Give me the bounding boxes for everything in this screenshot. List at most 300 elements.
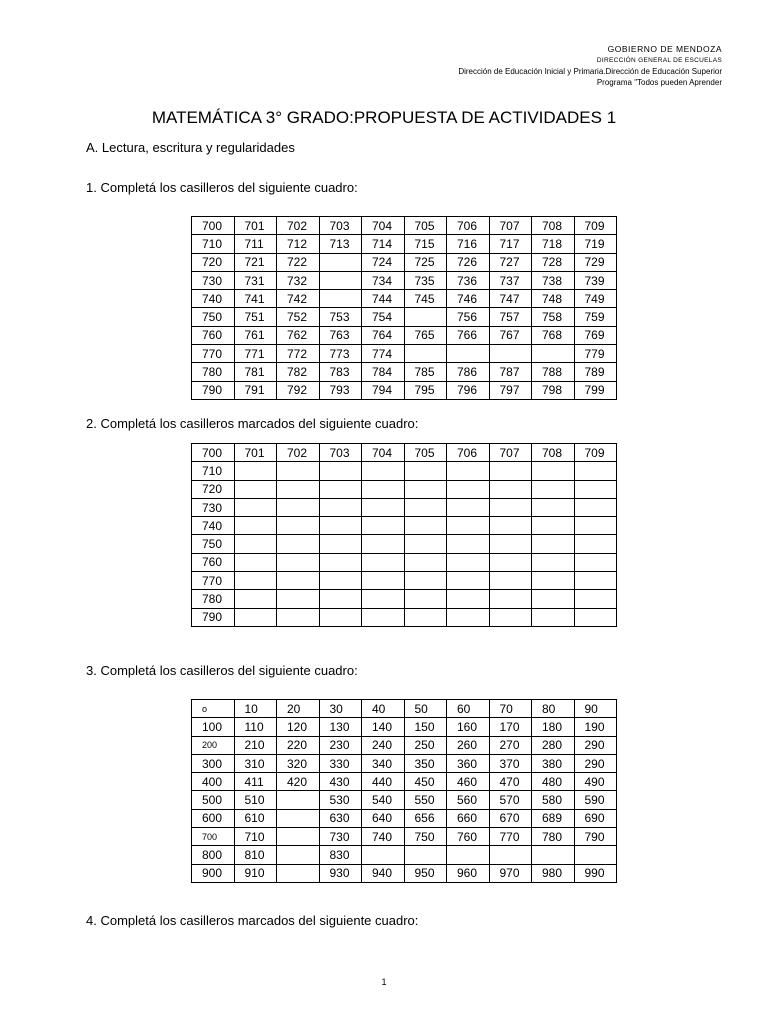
table-cell: 690: [574, 809, 617, 827]
table-cell: 751: [234, 308, 277, 326]
table-cell: 739: [574, 271, 617, 289]
table-cell: [234, 572, 277, 590]
table-cell: 170: [489, 718, 532, 736]
table-cell: 20: [277, 700, 320, 718]
table-cell: [234, 462, 277, 480]
table-cell: 150: [404, 718, 447, 736]
table-cell: 757: [489, 308, 532, 326]
table-cell: 260: [447, 736, 490, 754]
table-cell: 794: [362, 381, 405, 399]
table-cell: 734: [362, 271, 405, 289]
table-cell: [532, 846, 575, 864]
table-cell: [277, 791, 320, 809]
table-cell: 950: [404, 864, 447, 882]
table-cell: 490: [574, 773, 617, 791]
table-cell: [319, 590, 362, 608]
table-cell: 510: [234, 791, 277, 809]
table-cell: [319, 271, 362, 289]
table-cell: 750: [192, 308, 235, 326]
table-cell: 702: [277, 444, 320, 462]
table-cell: 708: [532, 217, 575, 235]
table-cell: 420: [277, 773, 320, 791]
table-cell: [404, 345, 447, 363]
table-row: [192, 290, 617, 308]
table-row: [192, 462, 617, 480]
table-row: [192, 572, 617, 590]
table-cell: [277, 864, 320, 882]
table-cell: [489, 498, 532, 516]
table-cell: 720: [192, 253, 235, 271]
table-cell: [234, 553, 277, 571]
exercise-1-prompt: 1. Completá los casilleros del siguiente cuadro:: [86, 180, 358, 195]
table-cell: 740: [192, 290, 235, 308]
table-cell: 772: [277, 345, 320, 363]
table-cell: 180: [532, 718, 575, 736]
table-cell: 770: [489, 828, 532, 846]
table-cell: 767: [489, 326, 532, 344]
table-cell: [489, 517, 532, 535]
table-cell: [362, 498, 405, 516]
table-row: [192, 444, 617, 462]
table-row: [192, 271, 617, 289]
table-cell: [447, 553, 490, 571]
table-cell: 200: [192, 736, 235, 754]
table-cell: 784: [362, 363, 405, 381]
table-cell: 793: [319, 381, 362, 399]
table-cell: [277, 480, 320, 498]
table-cell: 790: [192, 381, 235, 399]
table-cell: [362, 608, 405, 626]
table-cell: 747: [489, 290, 532, 308]
table-cell: [447, 498, 490, 516]
table-cell: 560: [447, 791, 490, 809]
table-cell: [532, 608, 575, 626]
table-cell: 704: [362, 444, 405, 462]
table-cell: 712: [277, 235, 320, 253]
exercise-2-prompt: 2. Completá los casilleros marcados del siguiente cuadro:: [86, 416, 419, 431]
table-cell: 300: [192, 754, 235, 772]
table-cell: 765: [404, 326, 447, 344]
table-cell: 700: [192, 217, 235, 235]
table-cell: [489, 608, 532, 626]
table-row: [192, 846, 617, 864]
table-cell: [404, 498, 447, 516]
table-cell: 796: [447, 381, 490, 399]
table-row: [192, 235, 617, 253]
table-cell: 713: [319, 235, 362, 253]
table-cell: 722: [277, 253, 320, 271]
table-cell: 744: [362, 290, 405, 308]
table-cell: [404, 308, 447, 326]
table-cell: [404, 480, 447, 498]
table-cell: 320: [277, 754, 320, 772]
table-cell: [532, 572, 575, 590]
table-cell: 783: [319, 363, 362, 381]
table-cell: [532, 553, 575, 571]
table-cell: 707: [489, 444, 532, 462]
table-cell: 769: [574, 326, 617, 344]
table-cell: 786: [447, 363, 490, 381]
table-cell: 742: [277, 290, 320, 308]
table-cell: 792: [277, 381, 320, 399]
table-cell: [447, 572, 490, 590]
table-cell: 10: [234, 700, 277, 718]
table-cell: 550: [404, 791, 447, 809]
table-cell: [234, 590, 277, 608]
table-cell: [277, 846, 320, 864]
page-number: 1: [381, 977, 387, 987]
table-cell: 705: [404, 444, 447, 462]
table-cell: 700: [192, 828, 235, 846]
table-cell: [319, 462, 362, 480]
table-row: [192, 253, 617, 271]
table-cell: 660: [447, 809, 490, 827]
table-cell: 758: [532, 308, 575, 326]
table-cell: [319, 608, 362, 626]
table-cell: [532, 345, 575, 363]
table-cell: 703: [319, 217, 362, 235]
table-cell: 730: [319, 828, 362, 846]
table-cell: 790: [192, 608, 235, 626]
table-row: [192, 590, 617, 608]
table-cell: 740: [192, 517, 235, 535]
table-cell: 741: [234, 290, 277, 308]
table-cell: 460: [447, 773, 490, 791]
table-cell: [532, 590, 575, 608]
table-cell: 707: [489, 217, 532, 235]
table-cell: 737: [489, 271, 532, 289]
table-cell: 640: [362, 809, 405, 827]
table-cell: 725: [404, 253, 447, 271]
table-cell: 740: [362, 828, 405, 846]
table-cell: 766: [447, 326, 490, 344]
table-cell: 738: [532, 271, 575, 289]
table-cell: 140: [362, 718, 405, 736]
table-cell: [404, 846, 447, 864]
table-cell: 230: [319, 736, 362, 754]
table-row: [192, 553, 617, 571]
table-cell: [404, 462, 447, 480]
table-cell: 760: [447, 828, 490, 846]
exercise-2-table: [191, 443, 617, 627]
table-cell: [574, 535, 617, 553]
table-cell: 100: [192, 718, 235, 736]
table-cell: [404, 590, 447, 608]
table-cell: 728: [532, 253, 575, 271]
table-row: [192, 864, 617, 882]
table-row: [192, 381, 617, 399]
table-cell: 980: [532, 864, 575, 882]
table-cell: 530: [319, 791, 362, 809]
table-cell: [532, 535, 575, 553]
table-cell: [319, 498, 362, 516]
table-row: [192, 498, 617, 516]
table-cell: 30: [319, 700, 362, 718]
table-row: [192, 345, 617, 363]
table-cell: [489, 462, 532, 480]
table-cell: 700: [192, 444, 235, 462]
table-cell: 749: [574, 290, 617, 308]
table-cell: [277, 828, 320, 846]
table-row: [192, 517, 617, 535]
table-cell: [234, 535, 277, 553]
table-cell: 714: [362, 235, 405, 253]
table-cell: [532, 517, 575, 535]
table-row: [192, 535, 617, 553]
table-cell: 746: [447, 290, 490, 308]
table-cell: 771: [234, 345, 277, 363]
table-cell: [574, 846, 617, 864]
table-cell: [404, 535, 447, 553]
table-cell: [447, 345, 490, 363]
table-cell: 90: [574, 700, 617, 718]
table-cell: 310: [234, 754, 277, 772]
letterhead-program: Programa "Todos pueden Aprender: [596, 78, 722, 87]
table-cell: 990: [574, 864, 617, 882]
table-cell: 290: [574, 736, 617, 754]
table-cell: 480: [532, 773, 575, 791]
table-cell: [362, 480, 405, 498]
table-cell: 220: [277, 736, 320, 754]
table-cell: 240: [362, 736, 405, 754]
table-cell: 754: [362, 308, 405, 326]
table-cell: 787: [489, 363, 532, 381]
table-cell: 60: [447, 700, 490, 718]
table-cell: [362, 535, 405, 553]
table-row: [192, 791, 617, 809]
table-cell: 797: [489, 381, 532, 399]
table-cell: 330: [319, 754, 362, 772]
table-cell: 270: [489, 736, 532, 754]
table-cell: 791: [234, 381, 277, 399]
table-cell: 370: [489, 754, 532, 772]
table-cell: 70: [489, 700, 532, 718]
table-cell: 830: [319, 846, 362, 864]
table-cell: 900: [192, 864, 235, 882]
table-cell: [574, 462, 617, 480]
table-cell: 701: [234, 444, 277, 462]
table-cell: 710: [192, 462, 235, 480]
table-cell: [574, 498, 617, 516]
table-cell: 630: [319, 809, 362, 827]
table-cell: [362, 846, 405, 864]
table-cell: [319, 480, 362, 498]
table-cell: [447, 590, 490, 608]
table-cell: [319, 290, 362, 308]
table-cell: 40: [362, 700, 405, 718]
table-cell: 470: [489, 773, 532, 791]
table-cell: 718: [532, 235, 575, 253]
table-cell: 689: [532, 809, 575, 827]
table-cell: 710: [234, 828, 277, 846]
table-cell: 726: [447, 253, 490, 271]
table-cell: 960: [447, 864, 490, 882]
table-cell: 800: [192, 846, 235, 864]
table-cell: 732: [277, 271, 320, 289]
table-cell: 717: [489, 235, 532, 253]
table-cell: 706: [447, 217, 490, 235]
table-cell: 656: [404, 809, 447, 827]
table-row: [192, 608, 617, 626]
table-cell: 779: [574, 345, 617, 363]
table-cell: [277, 535, 320, 553]
table-cell: 570: [489, 791, 532, 809]
table-cell: 210: [234, 736, 277, 754]
table-cell: [574, 553, 617, 571]
section-a-heading: A. Lectura, escritura y regularidades: [86, 140, 295, 155]
table-cell: 753: [319, 308, 362, 326]
table-cell: [532, 462, 575, 480]
table-cell: 704: [362, 217, 405, 235]
table-cell: 440: [362, 773, 405, 791]
table-cell: 745: [404, 290, 447, 308]
table-cell: 709: [574, 217, 617, 235]
table-cell: 360: [447, 754, 490, 772]
table-cell: 50: [404, 700, 447, 718]
table-cell: [319, 553, 362, 571]
table-row: [192, 809, 617, 827]
table-cell: [319, 517, 362, 535]
table-cell: 580: [532, 791, 575, 809]
table-cell: [234, 517, 277, 535]
table-cell: 430: [319, 773, 362, 791]
table-cell: [489, 535, 532, 553]
table-cell: 729: [574, 253, 617, 271]
table-cell: [234, 608, 277, 626]
table-cell: 340: [362, 754, 405, 772]
table-cell: 780: [192, 363, 235, 381]
table-cell: 788: [532, 363, 575, 381]
table-cell: [277, 498, 320, 516]
table-cell: 280: [532, 736, 575, 754]
table-cell: 910: [234, 864, 277, 882]
table-cell: 380: [532, 754, 575, 772]
table-cell: [532, 498, 575, 516]
table-cell: 610: [234, 809, 277, 827]
table-row: [192, 480, 617, 498]
table-cell: [574, 590, 617, 608]
table-row: [192, 308, 617, 326]
table-cell: [404, 517, 447, 535]
table-cell: 706: [447, 444, 490, 462]
table-cell: 782: [277, 363, 320, 381]
table-cell: [319, 253, 362, 271]
letterhead-government: GOBIERNO DE MENDOZA: [607, 44, 722, 54]
table-cell: [404, 553, 447, 571]
table-cell: 760: [192, 553, 235, 571]
table-cell: 762: [277, 326, 320, 344]
table-cell: [277, 608, 320, 626]
table-cell: [574, 480, 617, 498]
table-row: [192, 773, 617, 791]
table-cell: 759: [574, 308, 617, 326]
table-cell: 716: [447, 235, 490, 253]
table-cell: o: [192, 700, 235, 718]
table-cell: 720: [192, 480, 235, 498]
table-cell: 760: [192, 326, 235, 344]
table-cell: 590: [574, 791, 617, 809]
table-cell: [362, 572, 405, 590]
table-cell: [447, 608, 490, 626]
letterhead: [458, 44, 722, 88]
table-cell: 710: [192, 235, 235, 253]
table-cell: 940: [362, 864, 405, 882]
table-cell: 756: [447, 308, 490, 326]
table-cell: [277, 462, 320, 480]
table-cell: 770: [192, 572, 235, 590]
table-cell: 110: [234, 718, 277, 736]
table-cell: [277, 809, 320, 827]
table-cell: [319, 572, 362, 590]
table-cell: 705: [404, 217, 447, 235]
table-cell: 770: [192, 345, 235, 363]
table-cell: 970: [489, 864, 532, 882]
table-cell: [277, 517, 320, 535]
table-cell: 735: [404, 271, 447, 289]
table-cell: 781: [234, 363, 277, 381]
table-cell: 780: [192, 590, 235, 608]
table-cell: 799: [574, 381, 617, 399]
table-cell: [277, 553, 320, 571]
table-cell: 708: [532, 444, 575, 462]
table-cell: [277, 590, 320, 608]
table-row: [192, 326, 617, 344]
table-cell: 789: [574, 363, 617, 381]
table-cell: [489, 590, 532, 608]
table-cell: [362, 462, 405, 480]
table-cell: [447, 517, 490, 535]
table-cell: 727: [489, 253, 532, 271]
table-cell: 120: [277, 718, 320, 736]
table-cell: 768: [532, 326, 575, 344]
table-cell: 761: [234, 326, 277, 344]
table-cell: 790: [574, 828, 617, 846]
table-cell: 763: [319, 326, 362, 344]
letterhead-departments: Dirección de Educación Inicial y Primaria.Dirección de Educación Superior: [458, 67, 722, 76]
table-cell: [362, 590, 405, 608]
table-cell: [489, 480, 532, 498]
table-cell: [404, 608, 447, 626]
table-row: [192, 217, 617, 235]
table-cell: 702: [277, 217, 320, 235]
exercise-3-table: [191, 699, 617, 883]
table-cell: [447, 535, 490, 553]
table-cell: 715: [404, 235, 447, 253]
table-cell: 748: [532, 290, 575, 308]
table-cell: 780: [532, 828, 575, 846]
table-cell: [362, 517, 405, 535]
table-cell: [234, 498, 277, 516]
table-row: [192, 754, 617, 772]
table-cell: 721: [234, 253, 277, 271]
table-cell: 930: [319, 864, 362, 882]
table-cell: [362, 553, 405, 571]
table-row: [192, 718, 617, 736]
table-cell: 730: [192, 271, 235, 289]
table-cell: 774: [362, 345, 405, 363]
table-cell: 810: [234, 846, 277, 864]
table-cell: 724: [362, 253, 405, 271]
table-cell: 719: [574, 235, 617, 253]
table-cell: 80: [532, 700, 575, 718]
table-cell: [234, 480, 277, 498]
table-cell: [404, 572, 447, 590]
table-cell: 670: [489, 809, 532, 827]
table-cell: [574, 517, 617, 535]
table-cell: [447, 480, 490, 498]
table-cell: 500: [192, 791, 235, 809]
exercise-3-prompt: 3. Completá los casilleros del siguiente cuadro:: [86, 663, 358, 678]
